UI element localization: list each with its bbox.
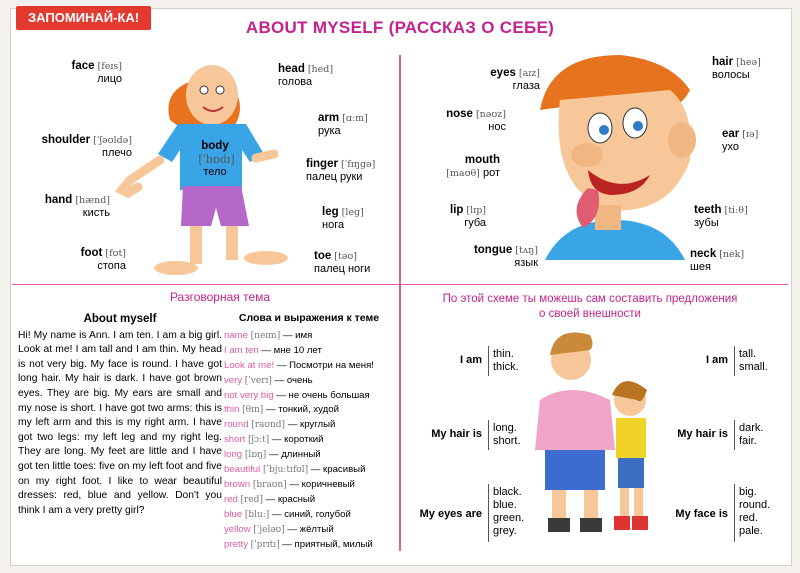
brace xyxy=(488,346,489,376)
story-block xyxy=(18,312,222,518)
vocab-list xyxy=(224,329,394,553)
vocab-word: I am ten xyxy=(224,344,259,356)
story-text: Hi! My name is Ann. I am ten. I am a big girl. Look at me! I am tall and I am thin. My head is not very big. My face is round. I have got long hair. My hair is dark. I have got brown eyes. They are big. My ears are small and my nose is short. I have got two arms: this is my left arm and this is my right arm. I have got two legs: my left leg and my right leg. They are long. My feet are little and I have got ten little toes: five on my left foot and five on my right foot. I like to wear beautiful dresses: red, blue and yellow. Don't you think I am a very pretty girl? xyxy=(18,329,222,516)
vocab-translation: — очень xyxy=(274,374,313,386)
label-hand: hand [hænd] кисть xyxy=(44,194,110,219)
vocab-word: not very big xyxy=(224,389,274,401)
label-finger: finger [ˈfɪŋgə] палец руки xyxy=(306,158,376,183)
label-teeth: teeth [tiːθ] зубы xyxy=(694,204,748,229)
label-mouth: mouth [maʊθ] рот xyxy=(446,154,500,179)
vocab-word: long xyxy=(224,449,243,461)
vocab-transcription: [lɒŋ] xyxy=(244,450,267,461)
vocab-word: round xyxy=(224,419,249,431)
page-title: ABOUT MYSELF (РАССКАЗ О СЕБЕ) xyxy=(245,18,555,37)
brace xyxy=(488,420,489,450)
vocab-transcription: [bluː] xyxy=(244,509,270,520)
vocab-transcription: [ˈprɪtɪ] xyxy=(250,539,280,550)
label-lip: lip [lɪp] губа xyxy=(450,204,486,229)
vocab-row xyxy=(224,418,394,433)
vocab-row xyxy=(224,433,394,448)
label-arm: arm [ɑːm] рука xyxy=(318,112,368,137)
topic-title: Разговорная тема xyxy=(169,290,271,304)
vocab-transcription: [braʊn] xyxy=(252,479,287,490)
vocab-row xyxy=(224,389,394,404)
pattern-label: My eyes are xyxy=(419,508,482,520)
vocab-row xyxy=(224,463,394,478)
vocab-row xyxy=(224,538,394,553)
vocab-translation: — жёлтый xyxy=(287,523,334,535)
vocab-word: beautiful xyxy=(224,464,261,476)
label-tongue: tongue [tʌŋ] язык xyxy=(473,244,538,269)
brace xyxy=(734,484,735,542)
vocab-translation: — короткий xyxy=(271,434,324,446)
label-nose: nose [nəʊz] нос xyxy=(446,108,506,133)
label-face: face [feɪs] лицо xyxy=(71,60,122,85)
label-body: body [ˈbɒdɪ] тело xyxy=(198,140,235,178)
vocab-word: blue xyxy=(224,508,243,520)
pattern-label: I am xyxy=(705,354,728,366)
vocab-title: Слова и выражения к теме xyxy=(238,312,380,324)
label-head: head [hed] голова xyxy=(278,63,334,88)
vocab-row xyxy=(224,508,394,523)
label-ear: ear [ɪə] ухо xyxy=(722,128,759,153)
vocab-transcription: [raʊnd] xyxy=(251,420,286,431)
vocab-row xyxy=(224,359,394,374)
vocab-word: name xyxy=(224,329,248,341)
vocab-translation: — круглый xyxy=(287,419,336,431)
vocab-translation: — не очень большая xyxy=(276,389,370,401)
story-title: About myself xyxy=(83,313,157,325)
badge: ЗАПОМИНАЙ-КА! xyxy=(16,6,151,30)
vocab-row xyxy=(224,493,394,508)
vocab-word: pretty xyxy=(224,538,248,550)
pattern-options: long. short. xyxy=(493,422,521,447)
vocab-translation: — Посмотри на меня! xyxy=(276,359,374,371)
vocab-row xyxy=(224,448,394,463)
vocab-word: short xyxy=(224,434,246,446)
vocab-word: brown xyxy=(224,478,251,490)
vocab-translation: — тонкий, худой xyxy=(265,404,339,416)
vocab-word: Look at me! xyxy=(224,359,275,371)
vocab-transcription: [ˈbjuːtɪfʊl] xyxy=(262,465,309,476)
vocab-translation: — синий, голубой xyxy=(271,508,351,520)
vocab-transcription: [red] xyxy=(240,494,263,505)
pattern-options: dark. fair. xyxy=(739,422,764,447)
vocab-translation: — длинный xyxy=(268,449,321,461)
label-leg: leg [leg] нога xyxy=(322,206,364,231)
vocab-translation: — красный xyxy=(265,493,316,505)
pattern-options: thin. thick. xyxy=(493,348,519,373)
pattern-options: big. round. red. pale. xyxy=(739,486,771,537)
pattern-options: black. blue. green. grey. xyxy=(493,486,525,537)
vocab-row xyxy=(224,478,394,493)
vocab-transcription: [neɪm] xyxy=(250,330,281,341)
pattern-label: My face is xyxy=(675,508,728,520)
vocab-block xyxy=(224,312,394,553)
label-neck: neck [nek] шея xyxy=(690,248,745,273)
vocab-translation: — имя xyxy=(282,329,313,341)
vocab-word: yellow xyxy=(224,523,251,535)
vocab-transcription: [ˈjeləʊ] xyxy=(253,524,285,535)
vocab-row xyxy=(224,374,394,389)
hint-text: По этой схеме ты можешь сам составить предложения о своей внешности xyxy=(442,293,738,320)
face-illustration xyxy=(540,55,696,260)
vocab-transcription: [θɪn] xyxy=(242,405,264,416)
vocab-transcription: [ˈverɪ] xyxy=(244,375,272,386)
pattern-options: tall. small. xyxy=(739,348,768,373)
vocab-word: very xyxy=(224,374,243,386)
vocab-transcription: [ʃɔːt] xyxy=(248,435,270,446)
vocab-word: thin xyxy=(224,404,240,416)
pattern-label: My hair is xyxy=(431,428,482,440)
label-toe: toe [təʊ] палец ноги xyxy=(314,250,371,275)
kids-illustration xyxy=(535,333,648,533)
vocab-translation: — коричневый xyxy=(289,478,355,490)
pattern-label: I am xyxy=(459,354,482,366)
label-hair: hair [heə] волосы xyxy=(712,56,761,81)
vocab-row xyxy=(224,523,394,538)
brace xyxy=(734,420,735,450)
vocab-translation: — мне 10 лет xyxy=(261,344,322,356)
brace xyxy=(488,484,489,542)
label-foot: foot [fʊt] стопа xyxy=(80,247,126,272)
vocab-row xyxy=(224,344,394,359)
label-shoulder: shoulder [ˈʃəʊldə] плечо xyxy=(41,134,132,159)
vocab-translation: — красивый xyxy=(310,464,366,476)
pattern-label: My hair is xyxy=(677,428,728,440)
vocab-translation: — приятный, милый xyxy=(282,538,373,550)
vocab-row xyxy=(224,329,394,344)
label-eyes: eyes [aɪz] глаза xyxy=(490,67,540,92)
vocab-row xyxy=(224,403,394,418)
brace xyxy=(734,346,735,376)
vocab-word: red xyxy=(224,493,238,505)
